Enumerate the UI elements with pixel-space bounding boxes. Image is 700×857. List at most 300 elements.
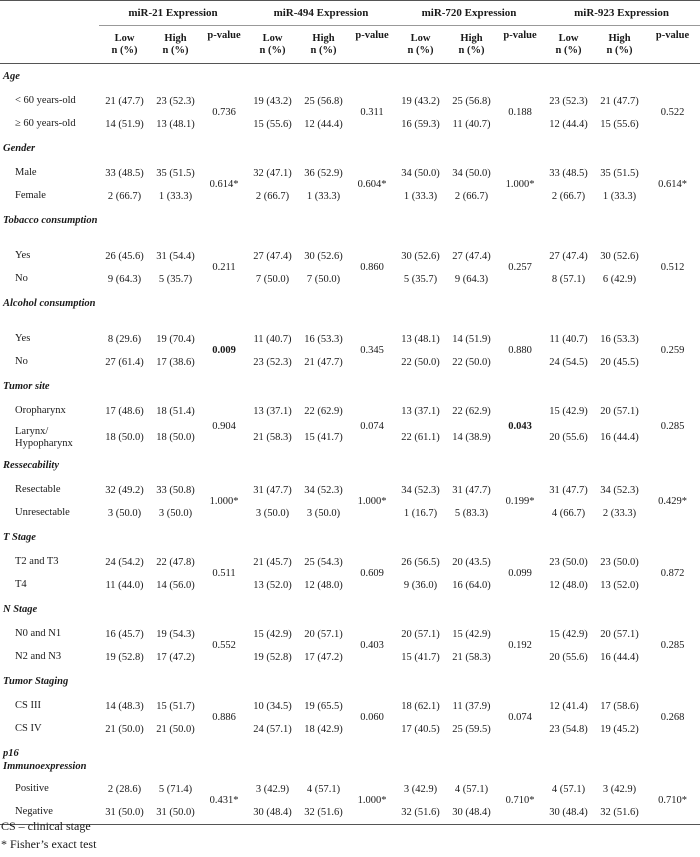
row-label: Yes [15, 333, 31, 344]
p-value: 0.609 [360, 568, 384, 579]
cell-low: 13 (48.1) [401, 333, 440, 345]
empty-cell [298, 136, 349, 162]
cell-low: 24 (57.1) [253, 723, 292, 735]
category-label: Age [3, 71, 20, 82]
cell-low: 5 (35.7) [403, 273, 438, 285]
group-header-mir720: miR-720 Expression [395, 1, 543, 26]
cell-high: 20 (43.5) [452, 556, 491, 568]
empty-cell [395, 208, 446, 245]
empty-cell [201, 374, 247, 400]
subheader-high-label: High [312, 32, 335, 44]
empty-cell [349, 208, 395, 245]
subheader-row [0, 26, 700, 64]
empty-cell [247, 136, 298, 162]
p-value: 0.311 [360, 107, 384, 118]
row-label: N2 and N3 [15, 651, 62, 662]
p-value: 0.614* [209, 179, 239, 190]
cell-low: 19 (52.8) [253, 651, 292, 663]
p-value: 1.000* [349, 778, 395, 825]
empty-cell [446, 64, 497, 90]
subheader-low-label: Low [262, 32, 283, 44]
empty-cell [349, 453, 395, 479]
cell-high: 35 (51.5) [156, 167, 195, 179]
empty-cell [645, 208, 700, 245]
cell-low: 9 (64.3) [107, 273, 142, 285]
cell-high: 16 (53.3) [600, 333, 639, 345]
subheader-n-label: n (%) [555, 44, 582, 56]
empty-cell [298, 374, 349, 400]
empty-cell [150, 291, 201, 328]
table-row [0, 623, 700, 646]
empty-cell [201, 136, 247, 162]
cell-low: 12 (48.0) [549, 579, 588, 591]
empty-cell [497, 374, 543, 400]
empty-cell [645, 374, 700, 400]
cell-high: 34 (52.3) [600, 484, 639, 496]
p-value: 0.604* [357, 179, 387, 190]
group-header-mir923: miR-923 Expression [543, 1, 700, 26]
subheader-n-label: n (%) [606, 44, 633, 56]
table-row [0, 328, 700, 351]
cell-high: 17 (47.2) [156, 651, 195, 663]
empty-cell [201, 669, 247, 695]
cell-high: 20 (57.1) [600, 628, 639, 640]
cell-low: 16 (45.7) [105, 628, 144, 640]
cell-low: 32 (47.1) [253, 167, 292, 179]
cell-low: 27 (47.4) [253, 250, 292, 262]
cell-low: 22 (61.1) [401, 432, 440, 443]
cell-high: 20 (57.1) [304, 628, 343, 640]
empty-cell [201, 208, 247, 245]
category-row [0, 136, 700, 162]
p-value: 0.099 [508, 568, 532, 579]
subheader-low [395, 26, 446, 64]
p-value: 0.403 [360, 640, 384, 651]
cell-high: 13 (52.0) [600, 579, 639, 591]
cell-low: 31 (50.0) [99, 801, 150, 825]
cell-high: 5 (71.4) [158, 783, 193, 795]
category-label: p16 Immunoexpression [3, 747, 87, 772]
p-value: 0.009 [212, 345, 236, 356]
empty-cell [594, 208, 645, 245]
cell-low: 11 (44.0) [105, 579, 144, 591]
cell-high: 19 (65.5) [304, 700, 343, 712]
cell-high: 21 (47.7) [304, 356, 343, 368]
empty-cell [645, 291, 700, 328]
cell-low: 23 (54.8) [549, 723, 588, 735]
p-value: 0.512 [660, 262, 685, 273]
cell-low: 10 (34.5) [253, 700, 292, 712]
cell-high: 25 (59.5) [452, 723, 491, 735]
subheader-high [446, 26, 497, 64]
subheader-low-label: Low [558, 32, 579, 44]
cell-low: 23 (50.0) [549, 556, 588, 568]
cell-high: 9 (64.3) [454, 273, 489, 285]
cell-low: 11 (40.7) [253, 333, 292, 345]
empty-cell [645, 597, 700, 623]
empty-cell [150, 374, 201, 400]
empty-cell [349, 291, 395, 328]
p-value: 0.211 [212, 262, 236, 273]
cell-low: 20 (55.6) [549, 651, 588, 663]
cell-high: 1 (33.3) [306, 190, 341, 202]
empty-cell [247, 208, 298, 245]
empty-cell [298, 208, 349, 245]
subheader-n-label: n (%) [458, 44, 485, 56]
subheader-high [298, 26, 349, 64]
p-value: 0.199* [505, 496, 535, 507]
table-row [0, 162, 700, 185]
cell-low: 18 (50.0) [105, 432, 144, 443]
cell-high: 30 (48.4) [446, 801, 497, 825]
empty-cell [645, 525, 700, 551]
empty-cell [99, 525, 150, 551]
table-row [0, 245, 700, 268]
empty-cell [543, 669, 594, 695]
p-value: 0.552 [212, 640, 236, 651]
empty-cell [543, 597, 594, 623]
cell-low: 21 (47.7) [105, 95, 144, 107]
cell-low: 24 (54.2) [105, 556, 144, 568]
p-value: 0.043 [508, 420, 532, 432]
empty-cell [497, 208, 543, 245]
empty-cell [150, 208, 201, 245]
empty-cell [247, 741, 298, 778]
p-value: 0.880 [508, 345, 532, 356]
p-value: 0.074 [508, 712, 532, 723]
empty-cell [446, 597, 497, 623]
cell-low: 14 (48.3) [105, 700, 144, 712]
empty-cell [99, 669, 150, 695]
empty-cell [395, 374, 446, 400]
p-value: 0.188 [508, 107, 532, 118]
cell-low: 8 (29.6) [107, 333, 142, 345]
cell-low: 12 (44.4) [549, 118, 588, 130]
empty-cell [543, 453, 594, 479]
empty-cell [645, 669, 700, 695]
cell-low: 2 (66.7) [107, 190, 142, 202]
cell-low: 4 (57.1) [551, 783, 586, 795]
footnote-fisher: * Fisher’s exact test [1, 837, 97, 851]
empty-cell [594, 136, 645, 162]
cell-low: 2 (66.7) [551, 190, 586, 202]
cell-high: 4 (57.1) [306, 783, 341, 795]
empty-cell [395, 64, 446, 90]
subheader-high-label: High [608, 32, 631, 44]
row-label: CS IV [15, 723, 42, 734]
empty-cell [247, 525, 298, 551]
empty-cell [99, 208, 150, 245]
empty-cell [543, 741, 594, 778]
cell-high: 30 (52.6) [600, 250, 639, 262]
cell-high: 3 (42.9) [602, 783, 637, 795]
subheader-high-label: High [164, 32, 187, 44]
empty-cell [247, 291, 298, 328]
cell-high: 5 (83.3) [454, 507, 489, 519]
cell-high: 13 (48.1) [156, 118, 195, 130]
cell-low: 1 (33.3) [403, 190, 438, 202]
empty-cell [247, 597, 298, 623]
row-label: Unresectable [15, 507, 70, 518]
p-value: 0.268 [660, 712, 685, 723]
category-row [0, 741, 700, 778]
empty-cell [645, 136, 700, 162]
cell-low: 23 (52.3) [549, 95, 588, 107]
cell-low: 20 (55.6) [549, 432, 588, 443]
cell-high: 20 (57.1) [600, 405, 639, 417]
cell-high: 16 (53.3) [304, 333, 343, 345]
empty-cell [201, 525, 247, 551]
empty-cell [349, 597, 395, 623]
cell-high: 21 (47.7) [600, 95, 639, 107]
cell-high: 31 (50.0) [150, 801, 201, 825]
empty-cell [645, 64, 700, 90]
empty-cell [446, 453, 497, 479]
empty-cell [497, 453, 543, 479]
cell-high: 23 (52.3) [156, 95, 195, 107]
p-value: 0.257 [508, 262, 532, 273]
empty-cell [298, 453, 349, 479]
cell-high: 22 (50.0) [452, 356, 491, 368]
empty-cell [395, 453, 446, 479]
p-value: 0.429* [658, 496, 687, 507]
cell-high: 5 (35.7) [158, 273, 193, 285]
cell-high: 25 (56.8) [304, 95, 343, 107]
empty-cell [298, 597, 349, 623]
cell-high: 21 (58.3) [452, 651, 491, 663]
row-label: Oropharynx [15, 405, 66, 416]
row-label: N0 and N1 [15, 628, 62, 639]
p-value: 0.710* [645, 778, 700, 825]
cell-low: 3 (42.9) [403, 783, 438, 795]
subheader-pvalue: p-value [497, 26, 543, 64]
cell-low: 13 (52.0) [253, 579, 292, 591]
cell-low: 34 (52.3) [401, 484, 440, 496]
cell-high: 34 (50.0) [452, 167, 491, 179]
cell-high: 3 (50.0) [306, 507, 341, 519]
cell-high: 21 (50.0) [156, 723, 195, 735]
cell-high: 25 (54.3) [304, 556, 343, 568]
cell-low: 15 (42.9) [549, 628, 588, 640]
p-value: 0.511 [212, 568, 236, 579]
cell-low: 15 (42.9) [549, 405, 588, 417]
cell-high: 30 (52.6) [304, 250, 343, 262]
cell-high: 27 (47.4) [452, 250, 491, 262]
cell-low: 16 (59.3) [401, 118, 440, 130]
empty-cell [298, 669, 349, 695]
cell-high: 17 (47.2) [304, 651, 343, 663]
table-row [0, 695, 700, 718]
row-label: T2 and T3 [15, 556, 59, 567]
p-value: 0.285 [660, 640, 685, 651]
empty-cell [497, 597, 543, 623]
cell-high: 6 (42.9) [602, 273, 637, 285]
cell-low: 26 (45.6) [105, 250, 144, 262]
row-label: Larynx/ Hypopharynx [15, 425, 73, 449]
cell-high: 14 (51.9) [452, 333, 491, 345]
cell-high: 14 (38.9) [452, 432, 491, 443]
footnote-cs: CS – clinical stage [1, 819, 91, 833]
row-label: < 60 years-old [15, 95, 76, 106]
empty-cell [594, 597, 645, 623]
empty-cell [298, 741, 349, 778]
empty-cell [247, 374, 298, 400]
cell-low: 30 (48.4) [247, 801, 298, 825]
cell-high: 12 (48.0) [304, 579, 343, 591]
cell-low: 30 (52.6) [401, 250, 440, 262]
category-row [0, 374, 700, 400]
subheader-pvalue: p-value [201, 26, 247, 64]
cell-low: 2 (66.7) [255, 190, 290, 202]
p-value: 1.000* [209, 496, 239, 507]
p-value: 1.000* [505, 179, 535, 190]
cell-high: 22 (62.9) [304, 405, 343, 417]
group-header-mir494: miR-494 Expression [247, 1, 395, 26]
cell-low: 17 (40.5) [401, 723, 440, 735]
category-label: Ressecability [3, 459, 59, 471]
cell-low: 3 (50.0) [255, 507, 290, 519]
row-label: Resectable [15, 484, 61, 495]
category-label: T Stage [3, 531, 36, 543]
cell-high: 34 (52.3) [304, 484, 343, 496]
empty-cell [446, 525, 497, 551]
cell-high: 11 (40.7) [452, 118, 491, 130]
cell-high: 19 (70.4) [156, 333, 195, 345]
subheader-high [594, 26, 645, 64]
table-row [0, 778, 700, 801]
row-label: ≥ 60 years-old [15, 118, 76, 129]
empty-cell [395, 525, 446, 551]
p-value: 0.192 [508, 640, 532, 651]
cell-low: 1 (16.7) [403, 507, 438, 519]
p-value: 1.000* [357, 496, 387, 507]
cell-high: 25 (56.8) [452, 95, 491, 107]
subheader-low [543, 26, 594, 64]
cell-high: 32 (51.6) [594, 801, 645, 825]
cell-low: 27 (61.4) [105, 356, 144, 368]
category-row [0, 597, 700, 623]
empty-cell [395, 291, 446, 328]
cell-high: 22 (62.9) [452, 405, 491, 417]
cell-low: 13 (37.1) [401, 405, 440, 417]
empty-cell [446, 291, 497, 328]
cell-high: 16 (44.4) [600, 432, 639, 443]
subheader-n-label: n (%) [407, 44, 434, 56]
p-value: 0.431* [201, 778, 247, 825]
cell-high: 23 (50.0) [600, 556, 639, 568]
subheader-n-label: n (%) [310, 44, 337, 56]
subheader-low-label: Low [114, 32, 135, 44]
cell-low: 18 (62.1) [401, 700, 440, 712]
empty-cell [201, 453, 247, 479]
category-row [0, 208, 700, 245]
empty-cell [99, 453, 150, 479]
cell-high: 15 (55.6) [600, 118, 639, 130]
p-value: 0.736 [212, 107, 236, 118]
empty-cell [446, 136, 497, 162]
cell-low: 13 (37.1) [253, 405, 292, 417]
category-label: N Stage [3, 603, 38, 615]
cell-low: 12 (41.4) [549, 700, 588, 712]
cell-low: 21 (50.0) [105, 723, 144, 735]
cell-low: 24 (54.5) [549, 356, 588, 368]
corner-cell-2 [0, 26, 99, 64]
empty-cell [594, 525, 645, 551]
empty-cell [645, 741, 700, 778]
subheader-low-label: Low [410, 32, 431, 44]
cell-low: 23 (52.3) [253, 356, 292, 368]
cell-high: 32 (51.6) [298, 801, 349, 825]
cell-low: 22 (50.0) [401, 356, 440, 368]
subheader-pvalue: p-value [349, 26, 395, 64]
cell-high: 16 (64.0) [452, 579, 491, 591]
empty-cell [349, 64, 395, 90]
row-label: Negative [0, 801, 99, 825]
cell-low: 17 (48.6) [105, 405, 144, 417]
cell-low: 30 (48.4) [543, 801, 594, 825]
empty-cell [201, 597, 247, 623]
table-row [0, 551, 700, 574]
cell-low: 31 (47.7) [253, 484, 292, 496]
cell-high: 14 (56.0) [156, 579, 195, 591]
p-value: 0.904 [212, 420, 236, 432]
empty-cell [543, 374, 594, 400]
empty-cell [594, 453, 645, 479]
cell-high: 36 (52.9) [304, 167, 343, 179]
category-label: Tumor site [3, 380, 50, 392]
empty-cell [594, 64, 645, 90]
empty-cell [446, 741, 497, 778]
subheader-low [99, 26, 150, 64]
empty-cell [497, 64, 543, 90]
empty-cell [497, 291, 543, 328]
empty-cell [594, 374, 645, 400]
empty-cell [645, 453, 700, 479]
cell-high: 33 (50.8) [156, 484, 195, 496]
cell-low: 9 (36.0) [403, 579, 438, 591]
subheader-high-label: High [460, 32, 483, 44]
empty-cell [150, 453, 201, 479]
cell-high: 1 (33.3) [158, 190, 193, 202]
table-row [0, 400, 700, 423]
empty-cell [349, 136, 395, 162]
empty-cell [395, 669, 446, 695]
cell-high: 2 (33.3) [602, 507, 637, 519]
empty-cell [201, 741, 247, 778]
category-label: Tumor Staging [3, 675, 69, 687]
cell-low: 15 (41.7) [401, 651, 440, 663]
category-row [0, 64, 700, 90]
cell-low: 21 (45.7) [253, 556, 292, 568]
empty-cell [150, 669, 201, 695]
empty-cell [247, 669, 298, 695]
row-label: CS III [15, 700, 41, 711]
cell-high: 31 (54.4) [156, 250, 195, 262]
empty-cell [150, 64, 201, 90]
empty-cell [543, 291, 594, 328]
empty-cell [99, 741, 150, 778]
cell-low: 33 (48.5) [105, 167, 144, 179]
cell-high: 17 (58.6) [600, 700, 639, 712]
empty-cell [395, 741, 446, 778]
cell-high: 18 (42.9) [304, 723, 343, 735]
p-value: 0.872 [660, 568, 685, 579]
cell-low: 26 (56.5) [401, 556, 440, 568]
cell-low: 15 (42.9) [253, 628, 292, 640]
empty-cell [150, 597, 201, 623]
subheader-low [247, 26, 298, 64]
cell-high: 18 (51.4) [156, 405, 195, 417]
